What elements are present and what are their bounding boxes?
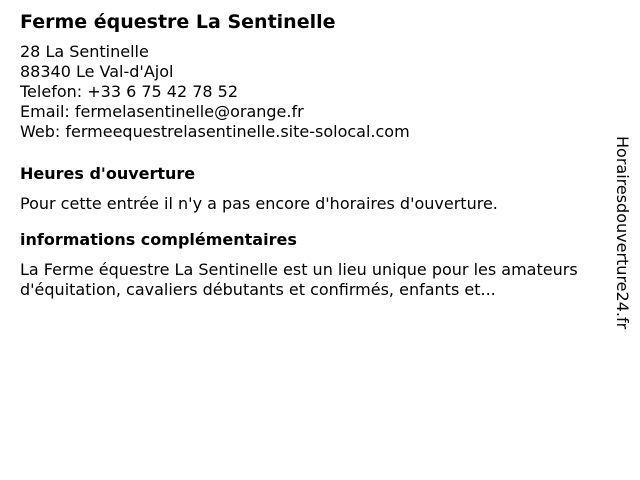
business-card	[20, 8, 600, 300]
street-address: 28 La Sentinelle	[20, 42, 149, 61]
opening-hours-heading: Heures d'ouverture	[20, 164, 196, 183]
email-line[interactable]: Email: fermelasentinelle@orange.fr	[20, 102, 304, 121]
additional-info-heading: informations complémentaires	[20, 230, 297, 249]
opening-hours-text: Pour cette entrée il n'y a pas encore d'horaires d'ouverture.	[20, 194, 498, 213]
site-brand-vertical: Horairesdouverture24.fr	[613, 136, 632, 330]
additional-info-text: La Ferme équestre La Sentinelle est un lieu unique pour les amateurs d'équitation, cavaliers débutants et confirmés, enfants et...	[20, 260, 578, 299]
website-line[interactable]: Web: fermeequestrelasentinelle.site-solocal.com	[20, 122, 410, 141]
city-address: 88340 Le Val-d'Ajol	[20, 62, 174, 81]
business-title: Ferme équestre La Sentinelle	[20, 11, 336, 33]
phone-line[interactable]: Telefon: +33 6 75 42 78 52	[20, 82, 239, 101]
contact-block	[20, 42, 600, 142]
